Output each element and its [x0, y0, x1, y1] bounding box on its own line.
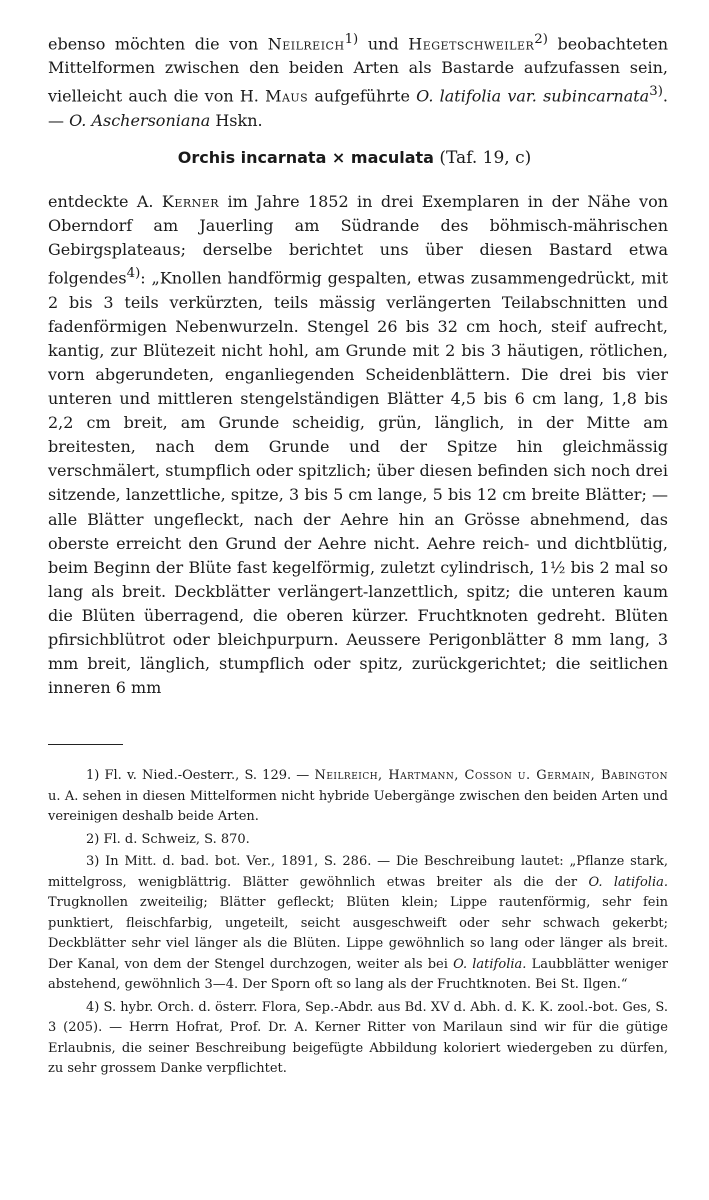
footnote-2: 2) Fl. d. Schweiz, S. 870.: [86, 831, 250, 847]
footnote-text: u. A. sehen in diesen Mittelformen nicht hybride Uebergänge zwischen den beiden Arten und vereinigen deshalb beide Arten.: [48, 788, 668, 824]
taxon-name: O. Aschersoniana: [69, 110, 211, 130]
footnote-ref-2: 2): [534, 32, 548, 47]
section-heading: [0, 148, 709, 168]
footnote-text: 3) In Mitt. d. bad. bot. Ver., 1891, S. 286. — Die Beschreibung lautet: „Pflanze stark, mittelgross, wenigblättrig. Blätter gewöhnlich etwas breiter als die der: [48, 854, 668, 890]
footnote-ref-4: 4): [126, 266, 141, 282]
footnotes: [48, 766, 668, 1082]
intro-text: beobachteten Mittelformen zwischen den beiden Arten als Bastarde aufzufassen sein, vielleicht auch die von H.: [48, 34, 669, 106]
author-names: Neilreich, Hartmann, Cosson u. Germain, Babington: [314, 768, 669, 783]
intro-paragraph: [48, 28, 668, 133]
author-hegetschweiler: Hegetschweiler: [408, 34, 535, 54]
footnote-1: [48, 766, 668, 828]
taxon-name: O. latifolia var. subincarnata: [416, 86, 650, 106]
footnote-divider: [48, 744, 123, 745]
footnote-text: 1) Fl. v. Nied.-Oesterr., S. 129. —: [86, 768, 315, 783]
taxon-name: O. latifolia.: [588, 874, 668, 890]
footnote-text: Laubblätter weniger abstehend, gewöhnlich 3—4. Der Sporn oft so lang als der Fruchtknoten. Bei St. Ilgen.“: [48, 956, 668, 992]
author-neilreich: Neilreich: [267, 34, 345, 54]
section-title: Orchis incarnata × maculata: [177, 148, 434, 167]
body-text: entdeckte A.: [48, 192, 162, 211]
intro-text: Hskn.: [210, 110, 263, 130]
author-kerner: Kerner: [161, 192, 220, 211]
footnote-4: 4) S. hybr. Orch. d. österr. Flora, Sep.-Abdr. aus Bd. XV d. Abh. d. K. K. zool.-bot. Ges, S. 3 (205). — Herrn Hofrat, Prof. Dr. A. Kerner Ritter von Marilaun sind wir für die gütige Erlaubnis, die seiner Beschreibung beigefügte Abbildung koloriert wiedergeben zu dürfen, zu sehr grossem Danke verpflichtet.: [48, 999, 668, 1076]
footnote-text: Trugknollen zweiteilig; Blätter gefleckt; Blüten klein; Lippe rautenförmig, sehr fein punktiert, fleischfarbig, ungeteilt, seicht ausgeschweift oder sehr schwach gekerbt; Deckblätter sehr viel länger als die Blüten. Lippe gewöhnlich so lang oder länger als breit. Der Kanal, von dem der Stengel durchzogen, weiter als bei: [48, 895, 668, 972]
footnote-3: [48, 852, 668, 996]
intro-text: . —: [48, 86, 669, 130]
footnote-ref-3: 3): [649, 84, 663, 100]
intro-text: aufgeführte: [308, 86, 417, 106]
body-text: : „Knollen handförmig gespalten, etwas zusammengedrückt, mit 2 bis 3 teils verkürzten, teils mässig verlängerten Teilabschnitten und fadenförmigen Nebenwurzeln. Stengel 26 bis 32 cm hoch, steif aufrecht, kantig, zur Blütezeit nicht hohl, am Grunde mit 2 bis 3 häutigen, rötlichen, vorn abgerundeten, enganliegenden Scheidenblättern. Die drei bis vier unteren und mittleren stengelständigen Blätter 4,5 bis 6 cm lang, 1,8 bis 2,2 cm breit, am Grunde scheidig, grün, länglich, in der Mitte am breitesten, nach dem Grunde und der Spitze hin gleichmässig verschmälert, stumpflich oder spitzlich; über diesen befinden sich noch drei sitzende, lanzettliche, spitze, 3 bis 5 cm lange, 5 bis 12 cm breite Blätter; — alle Blätter ungefleckt, nach der Aehre hin an Grösse abnehmend, das oberste erreicht den Grund der Aehre nicht. Aehre reich- und dichtblütig, beim Beginn der Blüte fast kegelförmig, zuletzt cylindrisch, 1½ bis 2 mal so lang als breit. Deckblätter verlängert-lanzettlich, spitz; die unteren kaum die Blüten überragend, die oberen kürzer. Fruchtknoten gedreht. Blüten pfirsichblütrot oder bleichpurpurn. Aeussere Perigonblätter 8 mm lang, 3 mm breit, länglich, stumpflich oder spitz, zurückgerichtet; die seitlichen inneren 6 mm: [48, 268, 668, 698]
intro-text: ebenso möchten die von: [48, 34, 268, 54]
body-text: im Jahre 1852 in drei Exemplaren in der Nähe von Oberndorf am Jauerling am Südrande des böhmisch-mährischen Gebirgsplateaus; derselbe berichtet uns über diesen Bastard etwa folgendes: [48, 192, 669, 288]
intro-text: und: [358, 34, 409, 54]
author-maus: Maus: [265, 86, 309, 106]
body-paragraph: [48, 190, 668, 700]
taxon-name: O. latifolia.: [453, 956, 527, 972]
plate-reference: (Taf. 19, c): [439, 148, 532, 168]
footnote-ref-1: 1): [344, 32, 359, 47]
